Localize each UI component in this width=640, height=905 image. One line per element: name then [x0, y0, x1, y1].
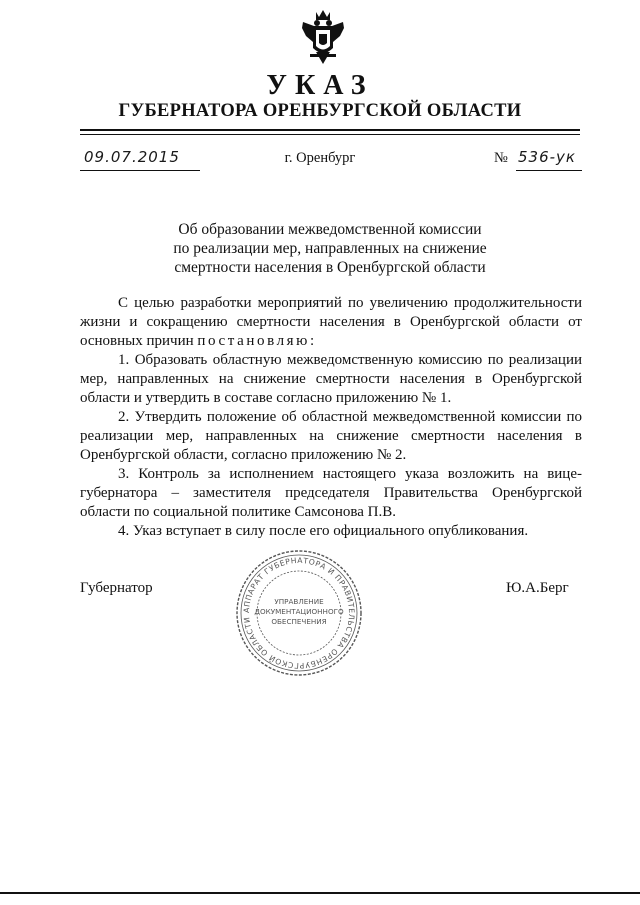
number-value: 536-ук: [518, 148, 576, 166]
signatory-position: Губернатор: [80, 580, 153, 596]
decree-word: постановляю:: [197, 333, 317, 349]
intro-paragraph: [80, 294, 582, 351]
official-stamp: [234, 548, 364, 678]
heading-line: по реализации мер, направленных на снижение: [173, 240, 487, 257]
decree-heading: [140, 220, 520, 277]
header-divider: [80, 129, 580, 131]
stamp-center-line: ОБЕСПЕЧЕНИЯ: [271, 617, 327, 626]
intro-text: С целью разработки мероприятий по увеличению продолжительности жизни и сокращению смертности населения в Оренбургской области от основных причин: [80, 295, 582, 349]
footer-divider: [0, 892, 640, 894]
signatory-name: Ю.А.Берг: [506, 580, 569, 596]
document-subtitle: ГУБЕРНАТОРА ОРЕНБУРГСКОЙ ОБЛАСТИ: [118, 101, 522, 121]
decree-item: 2. Утвердить положение об областной межведомственной комиссии по реализации мер, направленных на снижение смертности населения в Оренбургской области, согласно приложению № 2.: [80, 409, 582, 463]
date-value: 09.07.2015: [84, 148, 180, 166]
coat-of-arms-icon: [300, 8, 346, 66]
number-label: №: [494, 150, 508, 166]
stamp-ring-text: АППАРАТ ГУБЕРНАТОРА И ПРАВИТЕЛЬСТВА ОРЕНБУРГСКОЙ ОБЛАСТИ: [241, 555, 357, 671]
header-divider-thin: [80, 134, 580, 135]
number-field: [516, 150, 582, 171]
stamp-center-line: ДОКУМЕНТАЦИОННОГО: [254, 607, 344, 616]
decree-item: 4. Указ вступает в силу после его официального опубликования.: [118, 523, 529, 539]
heading-line: смертности населения в Оренбургской области: [174, 259, 486, 276]
stamp-center-line: УПРАВЛЕНИЕ: [274, 597, 324, 606]
heading-line: Об образовании межведомственной комиссии: [178, 221, 482, 238]
decree-item: 1. Образовать областную межведомственную комиссию по реализации мер, направленных на снижение смертности населения в Оренбургской области и утвердить в составе согласно приложению № 1.: [80, 352, 582, 406]
document-title: УКАЗ: [266, 70, 374, 101]
city-label: г. Оренбург: [284, 150, 356, 166]
decree-item: 3. Контроль за исполнением настоящего указа возложить на вице-губернатора – заместителя председателя Правительства Оренбургской области по социальной политике Самсонова П.В.: [80, 466, 582, 520]
decree-body: [80, 294, 582, 541]
